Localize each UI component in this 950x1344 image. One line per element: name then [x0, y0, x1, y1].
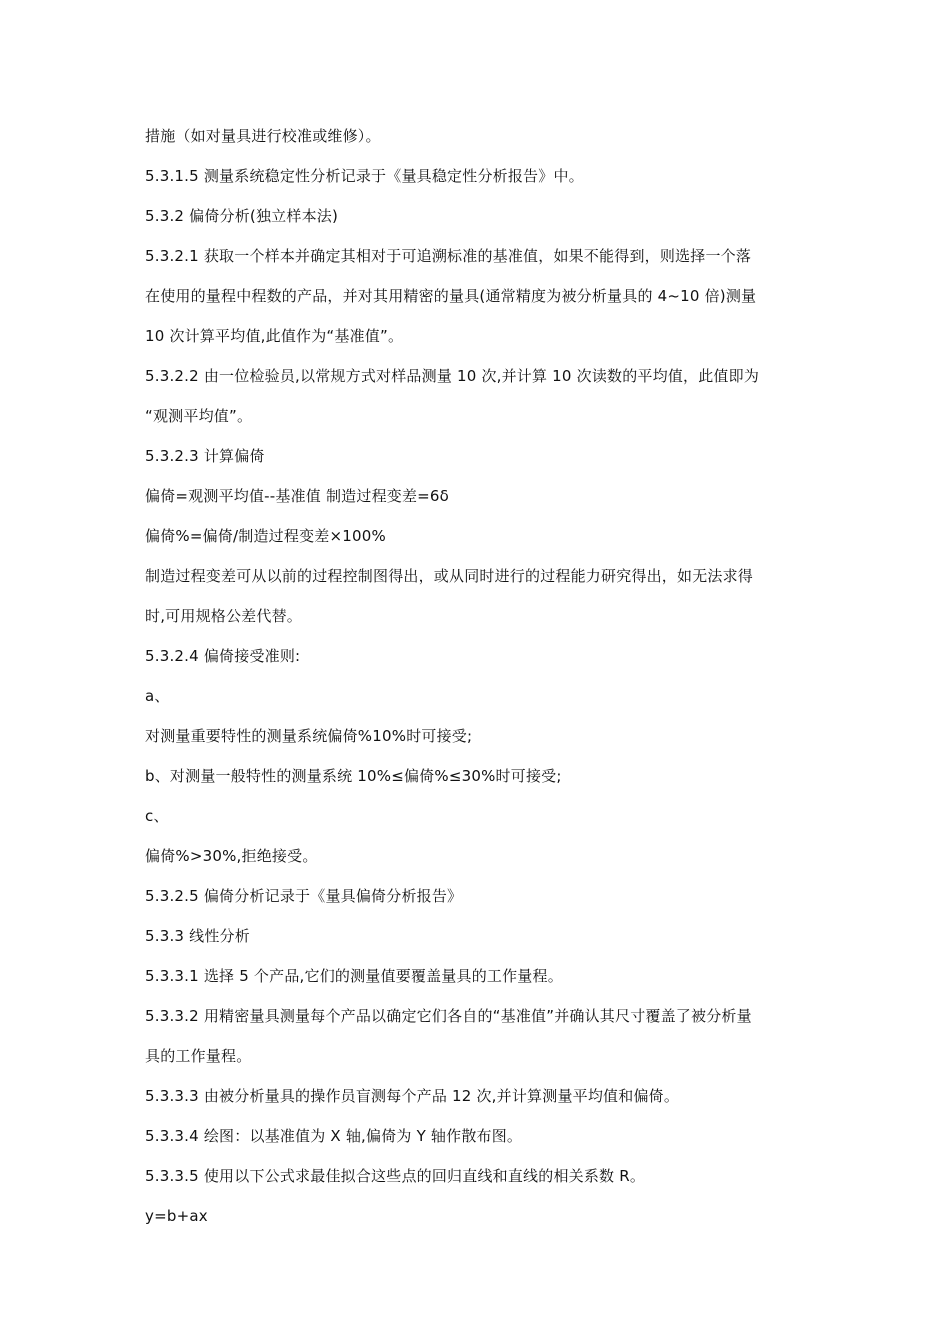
text-line: 10 次计算平均值,此值作为“基准值”。 — [145, 327, 404, 345]
text-line: 5.3.1.5 测量系统稳定性分析记录于《量具稳定性分析报告》中。 — [145, 167, 584, 185]
text-line: 5.3.3.1 选择 5 个产品,它们的测量值要覆盖量具的工作量程。 — [145, 967, 563, 985]
text-line: “观测平均值”。 — [145, 407, 253, 425]
text-line: 5.3.2.2 由一位检验员,以常规方式对样品测量 10 次,并计算 10 次读数的平均值，此值即为 — [145, 367, 760, 385]
text-line: 5.3.3.3 由被分析量具的操作员盲测每个产品 12 次,并计算测量平均值和偏倚。 — [145, 1087, 680, 1105]
text-line: 5.3.2.1 获取一个样本并确定其相对于可追溯标准的基准值，如果不能得到，则选择一个落 — [145, 247, 752, 265]
text-line: 具的工作量程。 — [145, 1047, 252, 1065]
section-heading: 5.3.2 偏倚分析(独立样本法) — [145, 207, 339, 225]
formula-line: 偏倚%=偏倚/制造过程变差×100% — [145, 527, 386, 545]
section-heading: 5.3.3 线性分析 — [145, 927, 250, 945]
text-line: 5.3.3.5 使用以下公式求最佳拟合这些点的回归直线和直线的相关系数 R。 — [145, 1167, 646, 1185]
text-line: b、对测量一般特性的测量系统 10%≤偏倚%≤30%时可接受; — [145, 767, 562, 785]
text-line: 5.3.2.5 偏倚分析记录于《量具偏倚分析报告》 — [145, 887, 463, 905]
text-line: 对测量重要特性的测量系统偏倚%10%时可接受; — [145, 727, 473, 745]
text-line: 措施（如对量具进行校准或维修）。 — [145, 127, 381, 145]
text-line: 制造过程变差可从以前的过程控制图得出，或从同时进行的过程能力研究得出，如无法求得 — [145, 567, 754, 585]
list-marker: c、 — [145, 807, 169, 825]
text-line: 在使用的量程中程数的产品，并对其用精密的量具(通常精度为被分析量具的 4~10 倍)测量 — [145, 287, 757, 305]
text-line: 5.3.2.3 计算偏倚 — [145, 447, 265, 465]
list-marker: a、 — [145, 687, 170, 705]
formula-line: 偏倚=观测平均值--基准值 制造过程变差=6δ — [145, 487, 450, 505]
text-line: 5.3.3.4 绘图：以基准值为 X 轴,偏倚为 Y 轴作散布图。 — [145, 1127, 523, 1145]
text-line: 时,可用规格公差代替。 — [145, 607, 302, 625]
text-line: 偏倚%>30%,拒绝接受。 — [145, 847, 318, 865]
formula-line: y=b+ax — [145, 1207, 208, 1225]
text-line: 5.3.3.2 用精密量具测量每个产品以确定它们各自的“基准值”并确认其尺寸覆盖了被分析量 — [145, 1007, 752, 1025]
text-line: 5.3.2.4 偏倚接受准则: — [145, 647, 301, 665]
